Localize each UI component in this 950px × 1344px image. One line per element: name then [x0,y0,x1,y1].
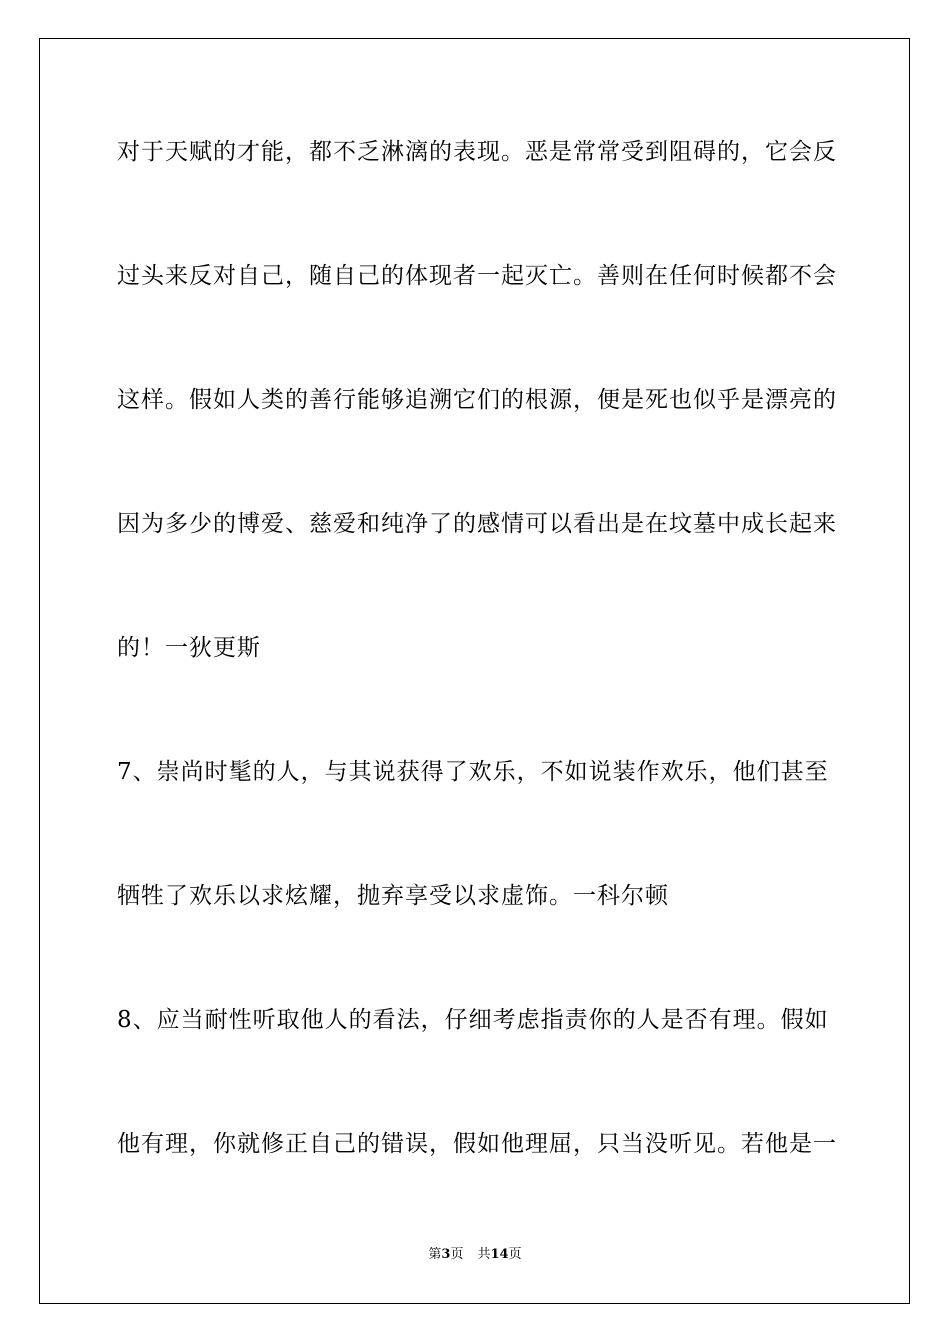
body-line-5: 的！一狄更斯 [117,635,261,661]
body-line-1: 对于天赋的才能，都不乏淋漓的表现。恶是常常受到阻碍的，它会反 [117,139,837,165]
page-footer [0,1246,950,1264]
page-border [39,38,910,1304]
footer-total-prefix: 共 [477,1247,491,1262]
footer-page-suffix: 页 [450,1247,464,1262]
footer-page-total: 14 [490,1247,509,1262]
body-line-6: 7、崇尚时髦的人，与其说获得了欢乐，不如说装作欢乐，他们甚至 [117,759,829,785]
footer-total-suffix: 页 [508,1247,522,1262]
body-line-9: 他有理，你就修正自己的错误，假如他理屈，只当没听见。若他是一 [117,1131,837,1157]
body-line-4: 因为多少的博爱、慈爱和纯净了的感情可以看出是在坟墓中成长起来 [117,511,837,537]
footer-page-prefix: 第 [428,1247,442,1262]
body-line-2: 过头来反对自己，随自己的体现者一起灭亡。善则在任何时候都不会 [117,263,837,289]
footer-page-current: 3 [441,1247,451,1262]
body-line-3: 这样。假如人类的善行能够追溯它们的根源，便是死也似乎是漂亮的 [117,387,837,413]
body-line-8: 8、应当耐性听取他人的看法，仔细考虑指责你的人是否有理。假如 [117,1007,829,1033]
body-line-7: 牺牲了欢乐以求炫耀，抛弃享受以求虚饰。一科尔顿 [117,883,669,909]
